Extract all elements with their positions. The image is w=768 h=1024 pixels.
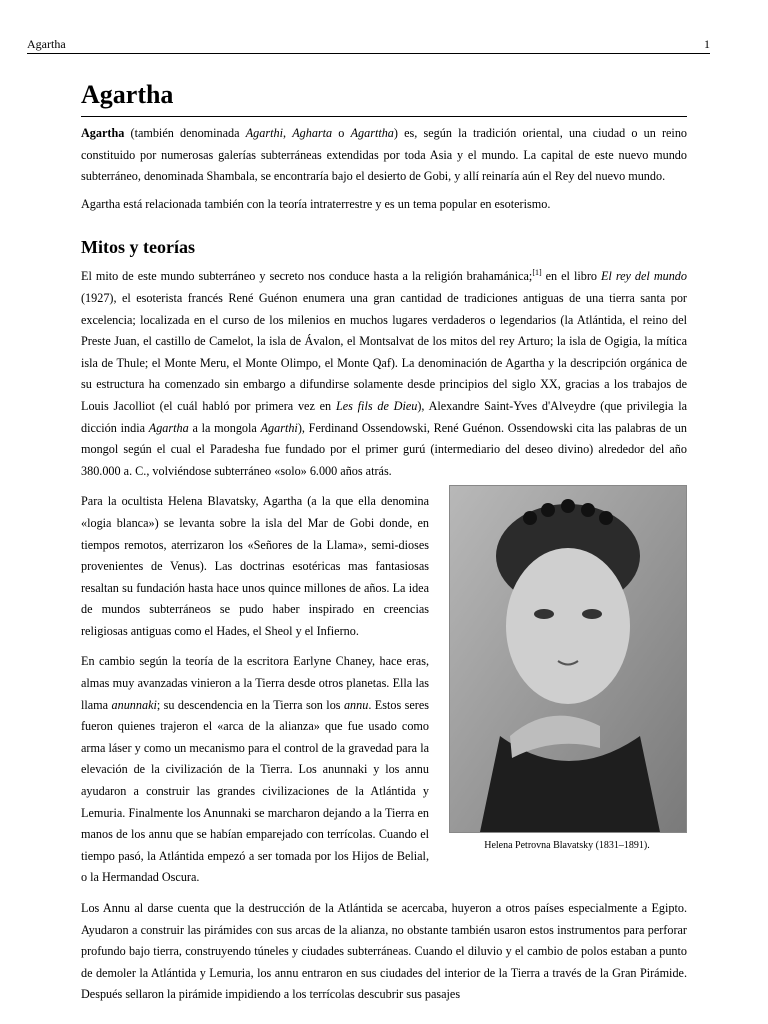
article-body	[81, 78, 687, 1006]
myths-paragraph-3: En cambio según la teoría de la escritora Earlyne Chaney, hace eras, almas muy avanzadas vinieron a la Tierra desde otros planetas. Ella las llama anunnaki; su descendencia en la Tierra son los annu. Estos seres fueron quienes trajeron el «arca de la alianza» que fue usado como arma láser y como un mecanismo para el control de la gravedad para la elevación de la civilización de la Tierra. Los anunnaki y los annu ayudaron a construir las grandes civilizaciones de la Atlántida y Lemuria. Finalmente los Anunnaki se marcharon dejando a la Tierra en manos de los annu que se habían emparejado con terrícolas. Cuando el tiempo pasó, la Atlántida empezó a ser tomada por los Hijos de Belial, o la Hermandad Oscura.	[81, 654, 429, 885]
portrait-figure	[447, 485, 687, 852]
intro-paragraph-2: Agartha está relacionada también con la teoría intraterrestre y es un tema popular en esoterismo.	[81, 196, 551, 211]
figure-caption: Helena Petrovna Blavatsky (1831–1891).	[484, 840, 650, 852]
myths-paragraph-4: Los Annu al darse cuenta que la destrucción de la Atlántida se acercaba, huyeron a otros países especialmente a Egipto. Ayudaron a construir las pirámides con sus arcas de la alianza, no obstante también usaron estos instrumentos para perforar profundo bajo tierra, construyendo túneles y ciudades subterráneas. Cuando el diluvio y el cambio de polos estaban a punto de demoler la Atlántida y Lemuria, los annu entraron en sus ciudades del interior de la Tierra a través de la Gran Pirámide. Después sellaron la pirámide impidiendo a los terrícolas descubrir sus pasajes	[81, 901, 687, 1002]
myths-paragraph-2: Para la ocultista Helena Blavatsky, Agartha (a la que ella denomina «logia blanca») se levanta sobre la isla del Mar de Gobi donde, en tiempos remotos, aterrizaron los «Señores de la Llama», semi-dioses provenientes de Venus). Las doctrinas esotéricas mas fantasiosas resaltan su fundación hasta hace unos quince millones de años. La idea de mundos subterráneos se pudo haber inspirado en creencias religiosas antiguas como el Hades, el Sheol y el Infierno.	[81, 494, 429, 638]
page-number: 1	[704, 37, 710, 51]
myths-paragraph-1: El mito de este mundo subterráneo y secreto nos conduce hasta a la religión brahamánica;[1] en el libro El rey del mundo (1927), el esoterista francés René Guénon enumera una gran cantidad de tradiciones antiguas de una tierra santa por excelencia; localizada en el curso de los milenios en muchos lugares verdaderos o legendarios (la Atlántida, el reino del Preste Juan, el castillo de Camelot, la isla de Ávalon, el Montsalvat de los mitos del rey Arturo; la isla de Ogigia, la mítica isla de Thule; el Monte Meru, el Monte Olimpo, el Monte Qaf). La denominación de Agartha y la descripción orgánica de su estructura ha comenzado sin embargo a difundirse solamente desde principios del siglo XX, gracias a los trabajos de Louis Jacolliot (el cuál habló por primera vez en Les fils de Dieu), Alexandre Saint-Yves d'Alveydre (que privilegia la dicción india Agartha a la mongola Agarthi), Ferdinand Ossendowski, René Guénon. Ossendowski cita las palabras de un mongol según el cual el Paradesha fue fundado por el primer gurú (intermediario del deseo divino) alrededor del año 380.000 a. C., volviéndose subterráneo «solo» 6.000 años atrás.	[81, 268, 688, 478]
portrait-photo[interactable]	[449, 485, 687, 833]
running-header-title: Agartha	[27, 37, 66, 51]
running-header	[27, 36, 710, 54]
article-title: Agartha	[81, 78, 687, 117]
intro-paragraph: Agartha (también denominada Agarthi, Agharta o Agarttha) es, según la tradición oriental, una ciudad o un reino constituido por numerosas galerías subterráneas extendidas por toda Asia y el mundo. La capital de este nuevo mundo subterráneo, denominada Shambala, se encontraría bajo el desierto de Gobi, y allí reinaría aún el Rey del nuevo mundo.	[81, 126, 688, 184]
section-heading: Mitos y teorías	[81, 237, 195, 258]
